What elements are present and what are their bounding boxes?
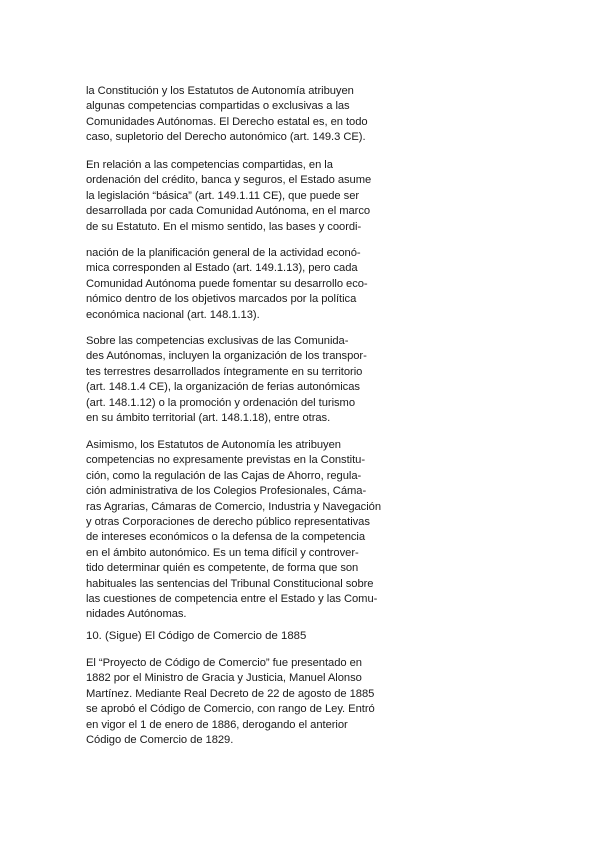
text-line: nación de la planificación general de la actividad econó- — [86, 247, 361, 259]
text-line: ción, como la regulación de las Cajas de Ahorro, regula- — [86, 469, 362, 482]
paragraph-3 — [86, 246, 406, 323]
text-line: nidades Autónomas. — [86, 608, 187, 621]
text-line: nómico dentro de los objetivos marcados por la política — [86, 293, 357, 306]
text-line: de intereses económicos o la defensa de la competencia — [86, 531, 366, 544]
text-line: tido determinar quién es competente, de forma que son — [86, 562, 359, 575]
text-line: en su ámbito territorial (art. 148.1.18), entre otras. — [86, 412, 331, 425]
text-line: en el ámbito autonómico. Es un tema difícil y controver- — [86, 546, 359, 559]
text-line: desarrollada por cada Comunidad Autónoma, en el marco — [86, 205, 371, 218]
paragraph-5 — [86, 438, 406, 623]
text-line: des Autónomas, incluyen la organización de los transpor- — [86, 350, 367, 363]
text-line: En relación a las competencias compartidas, en la — [86, 159, 333, 171]
text-line: Sobre las competencias exclusivas de las Comunida- — [86, 335, 349, 347]
text-line: competencias no expresamente previstas en la Constitu- — [86, 454, 365, 467]
text-line: mica corresponden al Estado (art. 149.1.13), pero cada — [86, 262, 358, 275]
text-line: El “Proyecto de Código de Comercio” fue presentado en — [86, 657, 362, 669]
text-line: ción administrativa de los Colegios Profesionales, Cáma- — [86, 485, 367, 498]
text-line: Comunidades Autónomas. El Derecho estatal es, en todo — [86, 115, 368, 128]
text-line: habituales las sentencias del Tribunal Constitucional sobre — [86, 577, 374, 590]
text-line: se aprobó el Código de Comercio, con rango de Ley. Entró — [86, 703, 375, 716]
text-line: 1882 por el Ministro de Gracia y Justicia, Manuel Alonso — [86, 672, 362, 685]
text-line: Martínez. Mediante Real Decreto de 22 de agosto de 1885 — [86, 687, 375, 700]
paragraph-1 — [86, 84, 406, 146]
text-line: económica nacional (art. 148.1.13). — [86, 308, 260, 321]
text-line: tes terrestres desarrollados íntegramente en su territorio — [86, 365, 363, 378]
text-line: de su Estatuto. En el mismo sentido, las bases y coordi- — [86, 220, 362, 233]
text-line: y otras Corporaciones de derecho público representativas — [86, 516, 370, 529]
text-line: Asimismo, los Estatutos de Autonomía les atribuyen — [86, 439, 341, 451]
text-line: Código de Comercio de 1829. — [86, 734, 234, 747]
text-line: ordenación del crédito, banca y seguros, el Estado asume — [86, 174, 372, 187]
text-line: (art. 148.1.4 CE), la organización de ferias autonómicas — [86, 381, 360, 394]
text-line: Comunidad Autónoma puede fomentar su desarrollo eco- — [86, 277, 368, 290]
section-heading-block — [86, 626, 406, 644]
paragraph-6 — [86, 656, 406, 748]
text-line: algunas competencias compartidas o exclusivas a las — [86, 100, 350, 113]
text-line: la legislación “básica” (art. 149.1.11 CE), que puede ser — [86, 189, 360, 202]
paragraph-2 — [86, 158, 406, 235]
paragraph-4 — [86, 334, 406, 426]
text-line: ras Agrarias, Cámaras de Comercio, Industria y Navegación — [86, 500, 381, 513]
section-heading: 10. (Sigue) El Código de Comercio de 1885 — [86, 630, 307, 642]
text-line: en vigor el 1 de enero de 1886, derogando el anterior — [86, 718, 348, 731]
text-line: (art. 148.1.12) o la promoción y ordenación del turismo — [86, 396, 356, 409]
text-line: las cuestiones de competencia entre el Estado y las Comu- — [86, 593, 378, 606]
text-line: caso, supletorio del Derecho autonómico (art. 149.3 CE). — [86, 131, 366, 144]
text-line: la Constitución y los Estatutos de Autonomía atribuyen — [86, 85, 354, 97]
